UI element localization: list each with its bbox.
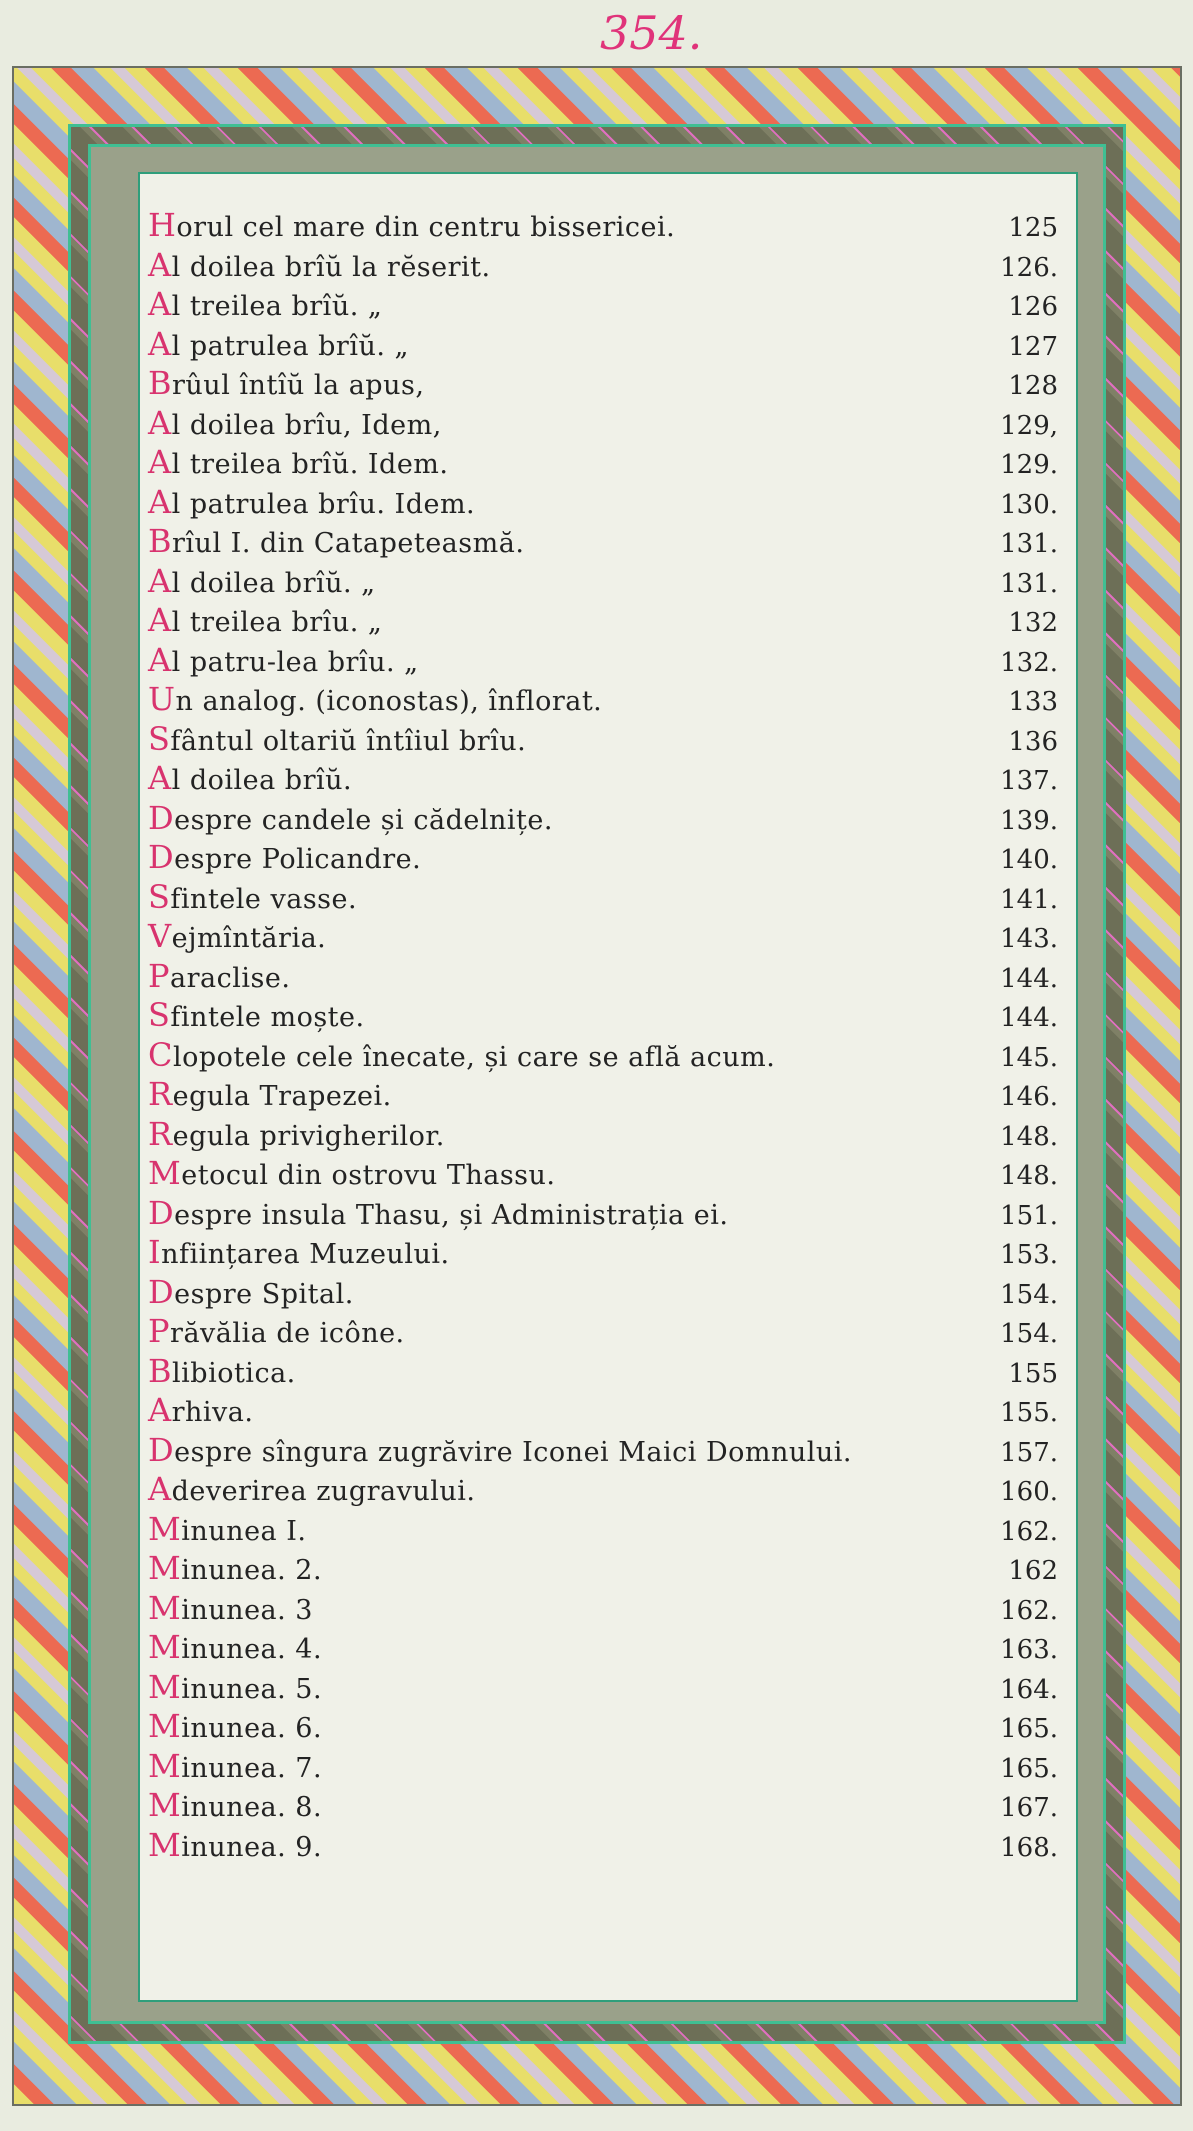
entry-initial: C: [148, 1035, 173, 1074]
entry-page-number: 146.: [1000, 1082, 1058, 1112]
toc-entry: [140, 285, 1076, 325]
toc-entry: [140, 1233, 1076, 1273]
entry-text: ejmîntăria.: [171, 923, 327, 954]
entry-initial: D: [148, 1430, 175, 1469]
entry-page-number: 126: [1008, 292, 1058, 322]
entry-initial: B: [148, 1351, 173, 1390]
toc-entry: [140, 680, 1076, 720]
toc-entry: [140, 1391, 1076, 1431]
entry-initial: A: [148, 1470, 172, 1508]
entry-initial: A: [148, 561, 172, 600]
entry-title: [148, 1075, 392, 1113]
entry-text: l doilea brîŭ la rĕserit.: [171, 251, 491, 283]
entry-title: [148, 1352, 296, 1390]
toc-entry: [140, 759, 1076, 799]
entry-title: [148, 1826, 322, 1864]
toc-entry: [140, 838, 1076, 878]
entry-text: rûul întîŭ la apus,: [172, 370, 425, 401]
entry-text: egula Trapezei.: [172, 1081, 392, 1112]
entry-text: inunea. 7.: [181, 1752, 323, 1784]
entry-page-number: 165.: [1000, 1753, 1058, 1784]
entry-initial: I: [148, 1233, 162, 1271]
entry-text: inunea. 3: [181, 1594, 313, 1626]
entry-title: [148, 522, 524, 560]
toc-entry: [140, 1470, 1076, 1510]
entry-page-number: 160.: [1000, 1477, 1058, 1507]
entry-page-number: 144.: [1000, 1003, 1058, 1033]
entry-text: l doilea brîŭ. „: [171, 567, 376, 599]
entry-title: [148, 325, 409, 363]
toc-entry: [140, 1154, 1076, 1194]
entry-title: [148, 206, 675, 244]
entry-text: l patrulea brîŭ. „: [171, 330, 410, 362]
toc-entry: [140, 1786, 1076, 1826]
entry-page-number: 132: [1008, 608, 1058, 638]
entry-page-number: 139.: [1000, 805, 1058, 836]
entry-title: [148, 799, 553, 837]
entry-text: fintele vasse.: [170, 883, 358, 915]
entry-text: l treilea brîŭ. „: [171, 291, 383, 322]
toc-entry: [140, 1115, 1076, 1155]
entry-text: espre insula Thasu, și Administrația ei.: [174, 1199, 729, 1231]
entry-page-number: 130.: [1000, 489, 1058, 520]
toc-entry: [140, 957, 1076, 997]
entry-text: l treilea brîŭ. Idem.: [171, 449, 449, 480]
toc-entry: [140, 1628, 1076, 1668]
entry-title: [148, 1549, 322, 1587]
table-of-contents: [140, 174, 1076, 1865]
entry-initial: M: [148, 1825, 182, 1864]
entry-title: [148, 720, 526, 758]
entry-initial: B: [148, 364, 173, 402]
entry-initial: S: [148, 996, 171, 1034]
toc-entry: [140, 917, 1076, 957]
entry-initial: V: [148, 917, 172, 955]
toc-entry: [140, 325, 1076, 365]
entry-page-number: 162.: [1000, 1516, 1058, 1547]
entry-page-number: 131.: [1000, 529, 1058, 559]
entry-initial: D: [148, 798, 175, 837]
entry-page-number: 126.: [1000, 252, 1058, 283]
entry-initial: A: [148, 759, 172, 797]
entry-initial: H: [148, 206, 177, 244]
entry-page-number: 145.: [1000, 1042, 1058, 1073]
entry-title: [148, 1470, 476, 1508]
entry-title: [148, 1273, 354, 1311]
entry-initial: M: [148, 1786, 182, 1824]
entry-initial: A: [148, 640, 172, 679]
entry-initial: S: [148, 877, 171, 916]
toc-entry: [140, 1273, 1076, 1313]
entry-title: [148, 759, 352, 797]
toc-entry: [140, 1747, 1076, 1787]
entry-title: [148, 1589, 313, 1627]
toc-entry: [140, 1036, 1076, 1076]
entry-text: egula privigherilor.: [172, 1120, 445, 1152]
entry-title: [148, 1233, 450, 1271]
toc-entry: [140, 1707, 1076, 1747]
entry-initial: D: [148, 838, 175, 876]
toc-entry: [140, 522, 1076, 562]
entry-text: l patrulea brîu. Idem.: [171, 488, 476, 520]
entry-title: [148, 562, 376, 600]
entry-text: deverirea zugravului.: [171, 1476, 476, 1507]
entry-page-number: 129,: [1000, 410, 1058, 441]
toc-entry: [140, 206, 1076, 246]
toc-entry: [140, 1668, 1076, 1708]
entry-text: etocul din ostrovu Thassu.: [181, 1160, 556, 1191]
entry-initial: M: [148, 1588, 182, 1627]
entry-text: l doilea brîŭ.: [171, 765, 353, 796]
entry-title: [148, 1312, 405, 1350]
entry-title: [148, 1668, 322, 1706]
entry-text: espre sîngura zugrăvire Iconei Maici Domnului.: [174, 1436, 853, 1468]
toc-entry: [140, 996, 1076, 1036]
entry-title: [148, 917, 326, 955]
entry-initial: D: [148, 1193, 175, 1232]
entry-page-number: 155.: [1000, 1398, 1058, 1428]
toc-entry: [140, 364, 1076, 404]
entry-page-number: 125: [1008, 213, 1058, 243]
entry-text: l doilea brîu, Idem,: [171, 409, 442, 441]
entry-page-number: 141.: [1000, 884, 1058, 915]
entry-text: rhiva.: [171, 1397, 254, 1428]
entry-initial: P: [148, 956, 171, 995]
entry-text: răvălia de icône.: [170, 1318, 405, 1349]
entry-initial: M: [148, 1707, 182, 1745]
entry-text: inunea. 8.: [181, 1792, 323, 1823]
entry-title: [148, 404, 442, 442]
entry-initial: D: [148, 1272, 175, 1311]
entry-initial: M: [148, 1509, 182, 1548]
entry-page-number: 162.: [1000, 1595, 1058, 1626]
entry-initial: M: [148, 1746, 182, 1785]
entry-text: inunea. 5.: [181, 1673, 323, 1705]
toc-entry: [140, 720, 1076, 760]
entry-initial: S: [148, 719, 171, 758]
entry-text: fintele moște.: [170, 1002, 365, 1033]
entry-title: [148, 1786, 322, 1824]
entry-text: fântul oltariŭ întîiul brîu.: [170, 725, 527, 757]
toc-entry: [140, 1510, 1076, 1550]
entry-title: [148, 601, 382, 639]
toc-entry: [140, 1549, 1076, 1589]
entry-title: [148, 443, 448, 481]
entry-initial: A: [148, 482, 172, 521]
entry-page-number: 162: [1008, 1556, 1058, 1586]
entry-title: [148, 1194, 728, 1232]
entry-text: inunea. 2.: [181, 1555, 323, 1586]
toc-entry: [140, 1312, 1076, 1352]
toc-entry: [140, 404, 1076, 444]
entry-title: [148, 1154, 556, 1192]
entry-text: espre candele și cădelnițe.: [174, 804, 553, 836]
entry-title: [148, 1391, 253, 1429]
entry-initial: A: [148, 403, 172, 442]
entry-text: l patru-lea brîu. „: [171, 646, 419, 678]
entry-initial: A: [148, 245, 172, 284]
toc-entry: [140, 601, 1076, 641]
entry-title: [148, 1747, 322, 1785]
entry-page-number: 129.: [1000, 450, 1058, 480]
entry-initial: M: [148, 1628, 182, 1666]
entry-page-number: 168.: [1000, 1832, 1058, 1863]
entry-text: n analog. (iconostas), înflorat.: [175, 686, 603, 717]
entry-page-number: 128: [1008, 371, 1058, 401]
entry-page-number: 127: [1008, 331, 1058, 362]
entry-text: espre Spital.: [174, 1278, 354, 1310]
entry-title: [148, 957, 290, 995]
entry-page-number: 155: [1008, 1358, 1058, 1389]
entry-page-number: 144.: [1000, 963, 1058, 994]
entry-text: araclise.: [170, 962, 291, 994]
entry-initial: A: [148, 601, 172, 639]
entry-text: rîul I. din Catapeteasmă.: [172, 528, 525, 559]
entry-title: [148, 1510, 306, 1548]
entry-page-number: 157.: [1000, 1437, 1058, 1468]
toc-entry: [140, 1194, 1076, 1234]
entry-initial: A: [148, 285, 172, 323]
entry-initial: B: [148, 522, 173, 560]
toc-entry: [140, 246, 1076, 286]
toc-entry: [140, 483, 1076, 523]
entry-page-number: 154.: [1000, 1319, 1058, 1349]
toc-entry: [140, 641, 1076, 681]
entry-initial: P: [148, 1312, 171, 1350]
entry-text: libiotica.: [172, 1357, 296, 1389]
entry-page-number: 163.: [1000, 1635, 1058, 1665]
entry-initial: M: [148, 1667, 182, 1706]
entry-initial: A: [148, 324, 172, 363]
entry-text: lopotele cele înecate, și care se află acum.: [172, 1041, 776, 1073]
entry-page-number: 143.: [1000, 924, 1058, 954]
entry-initial: R: [148, 1114, 173, 1153]
entry-title: [148, 878, 357, 916]
entry-initial: U: [148, 680, 176, 718]
entry-title: [148, 1707, 322, 1745]
entry-page-number: 148.: [1000, 1121, 1058, 1152]
toc-entry: [140, 1589, 1076, 1629]
entry-page-number: 132.: [1000, 647, 1058, 678]
entry-initial: M: [148, 1549, 182, 1587]
entry-page-number: 153.: [1000, 1240, 1058, 1270]
entry-title: [148, 1036, 775, 1074]
entry-text: inunea. 6.: [181, 1713, 323, 1744]
entry-page-number: 164.: [1000, 1674, 1058, 1705]
toc-entry: [140, 443, 1076, 483]
entry-page-number: 165.: [1000, 1714, 1058, 1744]
entry-page-number: 154.: [1000, 1279, 1058, 1310]
entry-text: l treilea brîu. „: [171, 607, 383, 638]
entry-text: inunea. 9.: [181, 1831, 323, 1863]
entry-title: [148, 1115, 445, 1153]
entry-page-number: 151.: [1000, 1200, 1058, 1231]
entry-title: [148, 680, 602, 718]
entry-title: [148, 483, 475, 521]
entry-title: [148, 1431, 852, 1469]
entry-text: orul cel mare din centru bissericei.: [176, 212, 676, 243]
entry-title: [148, 246, 491, 284]
entry-page-number: 140.: [1000, 845, 1058, 875]
toc-entry: [140, 562, 1076, 602]
entry-page-number: 133: [1008, 687, 1058, 717]
entry-initial: A: [148, 1391, 172, 1429]
entry-text: nființarea Muzeului.: [161, 1239, 450, 1270]
entry-title: [148, 641, 419, 679]
entry-title: [148, 1628, 322, 1666]
toc-entry: [140, 1826, 1076, 1866]
entry-text: inunea I.: [181, 1515, 307, 1547]
table-of-contents-panel: [138, 172, 1078, 2002]
toc-entry: [140, 878, 1076, 918]
entry-initial: M: [148, 1154, 182, 1192]
entry-initial: R: [148, 1075, 173, 1113]
toc-entry: [140, 1075, 1076, 1115]
toc-entry: [140, 1352, 1076, 1392]
entry-page-number: 137.: [1000, 766, 1058, 796]
entry-text: espre Policandre.: [174, 844, 422, 875]
page-number: 354.: [600, 6, 703, 60]
entry-title: [148, 838, 421, 876]
entry-page-number: 136: [1008, 726, 1058, 757]
toc-entry: [140, 1431, 1076, 1471]
entry-page-number: 167.: [1000, 1793, 1058, 1823]
entry-page-number: 148.: [1000, 1161, 1058, 1191]
entry-text: inunea. 4.: [181, 1634, 323, 1665]
entry-title: [148, 285, 382, 323]
entry-title: [148, 996, 365, 1034]
entry-title: [148, 364, 424, 402]
entry-initial: A: [148, 443, 172, 481]
toc-entry: [140, 799, 1076, 839]
entry-page-number: 131.: [1000, 568, 1058, 599]
